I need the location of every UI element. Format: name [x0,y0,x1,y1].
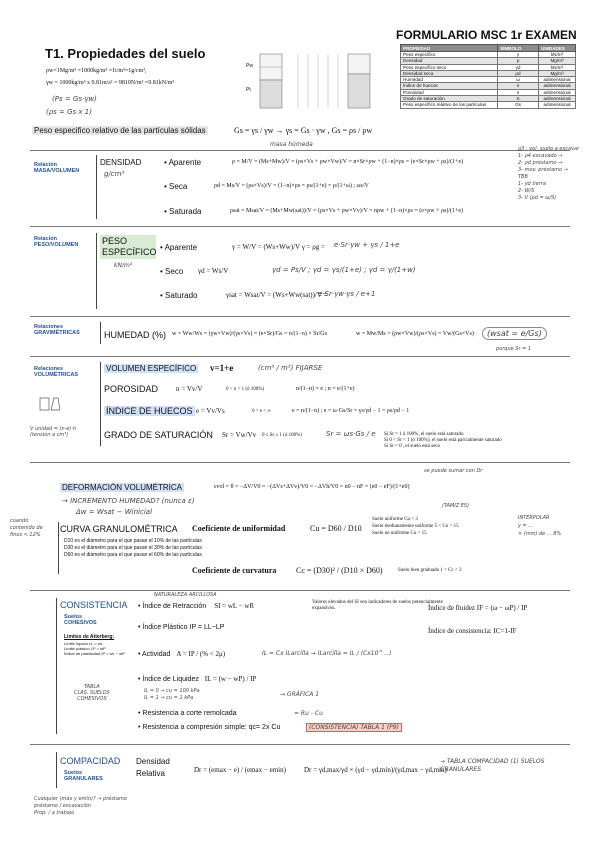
cell: ω [498,77,539,83]
item-label: Índice de Liquidez [142,676,199,683]
sat-note: Si Sr = 0 , el suelo está seco [384,444,441,449]
curvature-formula: Cc = (D30)² / (D10 × D60) [296,566,383,575]
side-note: 2- W/S [518,188,535,194]
compactness-hand-bottom [34,796,127,817]
consistency-item-5: • Resistencia a corte remolcada [138,710,237,717]
trapezoid-sketch [38,396,60,412]
consistency-hand-top: NATURALEZA ARCILLOSA [154,592,217,598]
compactness-subtitle: Suelos GRANULARES [64,770,103,782]
cell: Peso específico [401,52,498,58]
divider [30,150,570,151]
liquidity-note: IL = 1 → cu = 1 kPa [144,695,194,701]
cell: Mg/m³ [539,58,576,64]
phase-label-pt: Pt [246,87,251,93]
porosity-rel: n/(1−n) = e ; n = e/(1+e) [296,386,355,392]
item-label: Índice Plástico [142,624,188,631]
porosity-title: POROSIDAD [104,384,159,394]
saturation-title: GRADO DE SATURACIÓN [104,430,213,440]
consistency-bracket [56,598,57,734]
granulometry-title: CURVA GRANULOMÉTRICA [60,524,178,534]
saturation-range: 0 ≤ Sr ≤ 1 (ó 100%) [262,433,302,438]
properties-table [400,44,576,109]
density-label-3: Saturada [169,207,202,216]
weight-hand-2: γd = Ps/V ; γd = γs/(1+e) ; γd = γ/(1+w) [272,266,416,274]
unit-line-2: γw = 1000kg/m³ x 9.81m/s² = 9810N/m³ =9.81kN/m³ [46,80,175,86]
density-formula-2: ρd = Ms/V = (ρs×Vs)/V = (1−n)×ρs = ρs/(1+e) = ρ/(1+ω) ; ωs/V [214,183,369,189]
cell: adimensional [539,77,576,83]
granulometry-hand-left: cuando contenido de finos < 12% [10,518,43,538]
left-note: CLAS. SUELOS [74,690,110,696]
weight-hand-1: e·Sr·γw + γs / 1+e [334,241,400,249]
uniformity-note: Suelo no uniforme Cu > 15 [372,531,427,536]
weight-tag: Relación PESO/VOLUMEN [34,236,79,248]
exam-title: FORMULARIO MSC 1r EXAMEN [396,28,577,42]
uniformity-note: Suelo uniforme Cu < 3 [372,517,418,522]
cell: adimensional [539,83,576,89]
side-note: ρ3 : vol. suelo a excavar [518,146,580,152]
side-note: 3- mov. préstamo → [518,167,568,173]
cell: Grado de saturación [401,96,498,102]
limit-item: Límite líquido LL = wL [64,641,103,646]
curvature-label: Coeficiente de curvatura [192,566,277,575]
compactness-title: COMPACIDAD [60,756,121,766]
cell: Densidad seca [401,70,498,76]
humidity-title: HUMEDAD (%) [104,330,166,340]
uniformity-formula: Cu = D60 / D10 [310,524,362,533]
item-label: Resistencia a corte remolcada [142,710,237,717]
density-bullet-3: • Saturada [164,207,202,216]
deformation-hand-1: → INCREMENTO HUMEDAD? (nunca ε) [62,497,195,505]
activity-hand: IL = Cx ILarcilla → ILarcilla = IL / (Cx10^...) [262,650,392,657]
density-unit-hand: g/cm³ [104,170,125,178]
weight-label-2: Seco [165,267,184,276]
bottom-note: préstamo / excavación [34,803,91,809]
consistency-hand-left [74,684,110,702]
consistency-item-6: • Resistencia a compresión simple: qc= 2x Cu [138,724,281,731]
divider [30,590,570,591]
humidity-bracket [100,322,101,344]
consistency-index: Índice de consistencia: IC=1-IF [428,627,517,635]
uniformity-notes [372,516,459,537]
cell: Densidad [401,58,498,64]
weight-bracket [96,233,97,309]
cell: adimensional [539,89,576,95]
cell: ρd [498,70,539,76]
weight-label-1: Aparente [164,243,198,252]
deformation-title: DEFORMACIÓN VOLUMÉTRICA [62,483,183,492]
gs-formula: Gs = γs / γw → γs = Gs · γw , Gs = ρs / ρw [234,126,373,135]
granulometry-bracket [58,522,59,574]
density-formula-3: ρsat = Msat/V = (Ms+Mw(sat))/V = (ρs×Vs + ρw×Vv)/V = nρw + (1−n)×ρs = (e×ρw + ρs)/(1+e) [230,208,464,214]
side-note: 1- γd tierra [518,181,546,187]
density-title: DENSIDAD [100,158,142,167]
liquidity-hand [144,688,200,702]
d-note: D30 es el diámetro para el que pasan el 30% de las partículas [64,545,202,551]
divider [30,462,570,463]
compactness-formula-1: Dr = (emax − e) / (emax − emin) [194,766,286,774]
humidity-formula-2: w = Mw/Ms = (ρw×Vw)/(ρs×Vs) = Vw/(Gs×Vs) [356,331,474,337]
cell: adimensional [539,102,576,108]
limit-item: Índice de plasticidad IP = wL − wP [64,651,125,656]
divider [30,356,570,357]
volumetric-left-hand [30,426,76,438]
saturation-notes [384,432,502,450]
col-header: UNIDADES [539,45,576,52]
consistency-item-2: • Índice Plástico IP = LL−LP [138,624,225,631]
cell: e [498,83,539,89]
d-note: D60 es el diámetro para el que pasan el 60% de las partículas [64,552,202,558]
void-ratio-formula: e = Vv/Vs [196,407,225,415]
right-note: y = ... [518,523,534,529]
item-formula: qc= 2x Cu [248,724,281,731]
right-note: × (mm) de ... 8% [518,531,562,537]
uniformity-note: Suelo medianamente uniforme 5 < Cu < 15 [372,524,459,529]
d-note: D10 es el diámetro para el que pasan el 10% de las partículas [64,538,202,544]
side-note: 2- ρd préstamo → [518,160,563,166]
deformation-hand-2: Δw = Wsat − Winicial [76,508,153,516]
sat-note: Si Sr = 1 ó 100%, el suelo está saturado [384,432,464,437]
cell: adimensional [539,96,576,102]
density-bracket [96,155,97,219]
cell: kN/m³ [539,64,576,70]
divider [30,316,570,317]
cell: S [498,96,539,102]
granulometry-hand-right [518,514,586,538]
consistency-item-4: • Índice de Liquidez IL = (w − wP) / IP [138,675,257,683]
density-tag: Relación MASA/VOLUMEN [34,162,80,174]
volumetric-bracket [100,362,101,446]
left-note: (tensión a cm³) [30,432,69,438]
consistency-item-1: • Índice de Retracción SI = wL − wR [138,602,255,610]
void-ratio-title: ÍNDICE DE HUECOS [106,406,193,416]
weight-hand-3: e·Sr·γw·γs / e+1 [318,290,376,298]
weight-bullet-3: • Saturado [160,291,198,300]
consistency-table-hand [306,724,402,731]
void-ratio-range: 0 < e < ∞ [252,409,271,414]
consistency-title: CONSISTENCIA [60,600,128,610]
weight-title: PESO ESPECÍFICO [102,236,157,257]
cell: γ [498,52,539,58]
void-ratio-rel: e = n/(1−n) ; e = ω·Gs/Sr = γs/γd − 1 = ρs/ρd − 1 [292,408,410,414]
left-note: V unidad = (n·e)·h [30,426,77,432]
table-row [401,102,576,108]
item-formula: A = IP / (% < 2μ) [176,650,226,658]
humidity-formula-1: w = Ww/Ws = (γw×Vw)/(γs×Vs) = (e×Sr)/Gs = n/(1−n) × Sr/Gs [172,331,327,337]
unit-line-1: ρw=1Mg/m³ =1000kg/m³ =1t/m³=1g/cm³, [46,68,147,74]
cell: Mg/m³ [539,70,576,76]
compactness-bracket [56,752,57,788]
cell: Humedad [401,77,498,83]
sat-note: Si 0 < Sr < 1 (ó 100%), el suelo está parcialmente saturado [384,438,502,443]
cell: Peso específico seco [401,64,498,70]
item-formula: IL = (w − wP) / IP [204,675,257,683]
cell: Porosidad [401,89,498,95]
gs-hand: masa húmeda [270,141,313,148]
item-label: Actividad [142,651,171,658]
density-bullet-1: • Aparente [164,158,202,167]
item-label: Índice de Retracción [142,603,207,610]
deformation-hand-3: se puede sumar con Dr [424,468,483,474]
section-title: T1. Propiedades del suelo [45,46,206,61]
side-note: 3- V (ρd = ω/S) [518,195,557,201]
limits-title: Límites de Atterberg: [64,634,115,640]
phase-diagram [248,50,388,112]
saturation-formula: Sr = Vw/Vv [222,431,257,439]
liquidity-graph-hand: → GRÁFICA 1 [280,691,320,698]
gs-label: Peso especifico relativo de las partículas sólidas [34,126,206,135]
consistency-item-3: • Actividad A = IP / (% < 2μ) [138,650,226,658]
phase-label-pw: Pw [246,63,253,69]
density-label-1: Aparente [168,158,202,167]
vol-spec-title: VOLUMEN ESPECÍFICO [106,364,197,373]
remolcada-hand: = Ru - Cu [294,710,323,717]
weight-formula-2: γd = Ws/V [198,267,229,275]
cell: Índice de huecos [401,83,498,89]
porosity-formula: n = Vv/V [176,385,203,393]
curvature-note: Suelo bien graduado 1 < Cc < 3 [398,568,462,573]
weight-formula-1: γ = W/V = (Ws+Ww)/V γ = ρg = [232,243,325,251]
cell: γd [498,64,539,70]
weight-bullet-2: • Seco [160,267,184,276]
tabla-hand: (CONSISTENCIA) TABLA 1 (P9) [306,723,402,732]
right-note: INTERPOLAR [518,515,550,521]
density-label-2: Seca [169,182,188,191]
compactness-formula-2: Dr = γd,max/γd × (γd − γd,min)/(γd,max − γd,min) [304,766,447,774]
humidity-hand: (wsat = e/Gs) [482,327,547,340]
granulometry-hand-top: (TAMIZ ES) [442,503,470,509]
density-side-notes [518,146,588,202]
humidity-hand-2: porque Sr = 1 [496,346,532,352]
si-note: Valores elevados del SI son indicadores de suelos potencialmente expansivos. [312,600,443,611]
weight-unit-hand: kN/m³ [114,262,133,269]
weight-label-3: Saturado [165,291,198,300]
col-header: PROPIEDAD [401,45,498,52]
consistency-subtitle: Suelos COHESIVOS [64,614,97,626]
divider [30,744,570,745]
weight-formula-3: γsat = Wsat/V = (Ws+Ww(sat))/V = [226,291,328,299]
fluidity-index: Índice de fluidez IF = (ω − ωP) / IP [428,604,528,612]
liquidity-note: IL = 0 → cu = 100 kPa [144,688,200,694]
uniformity-label: Coeficiente de uniformidad [192,524,286,533]
saturation-hand: Sr = ωs·Gs / e [326,430,376,438]
vol-spec-hand: (cm³ / m³) FIJARSE [258,364,323,372]
limit-item: Límite plástico LP = wP [64,646,106,651]
volumetric-tag: Relaciones VOLUMÉTRICAS [34,366,78,378]
cell: ρ [498,58,539,64]
item-label: Resistencia a compresión simple: [142,724,247,731]
cell: kN/m³ [539,52,576,58]
divider [30,226,570,227]
limits-list [64,641,125,656]
hand-note-ps: (Ps = Gs·γw) [52,95,97,103]
humidity-tag: Relaciones GRAVIMÉTRICAS [34,324,80,336]
item-formula: IP = LL−LP [189,624,225,631]
hand-note-rhos: (ρs = Gs x 1) [46,108,92,116]
weight-bullet-1: • Aparente [160,243,198,252]
left-note: COHESIVOS [77,696,107,702]
deformation-formula: εvol = θ = −ΔV/V0 = −(ΔVs+ΔVv)/V0 = −ΔVh/V0 = n0 − nF = (e0 − eF)/(1+e0) [214,484,410,490]
vol-spec-formula: v=1+e [210,363,234,373]
cell: Peso específico relativo de las partículas [401,102,498,108]
left-note: TABLA [84,684,100,690]
side-note: TBB [518,174,528,180]
compactness-label: Densidad Relativa [136,757,170,778]
bottom-note: Cualquier (max y emin)? → préstamo [34,796,127,802]
side-note: 1- ρ4 excavado → [518,153,563,159]
cell: Gs [498,102,539,108]
density-formula-1: ρ = M/V = (Ms+Mw)/V = (ρs×Vs + ρw×Vw)/V = n×Sr×ρw + (1−n)×ρs = (e×Sr×ρw + ρs)/(1+e) [232,159,464,165]
item-formula: SI = wL − wR [214,602,255,610]
d-notes [64,538,202,559]
porosity-range: 0 < n < 1 (ó 100%) [226,387,265,392]
density-bullet-2: • Seca [164,182,188,191]
bottom-note: Prop. / a trabajo [34,810,75,816]
cell: n [498,89,539,95]
col-header: SÍMBOLO [498,45,539,52]
compactness-hand-right: → TABLA COMPACIDAD (1) SUELOS GRANULARES [440,758,545,773]
